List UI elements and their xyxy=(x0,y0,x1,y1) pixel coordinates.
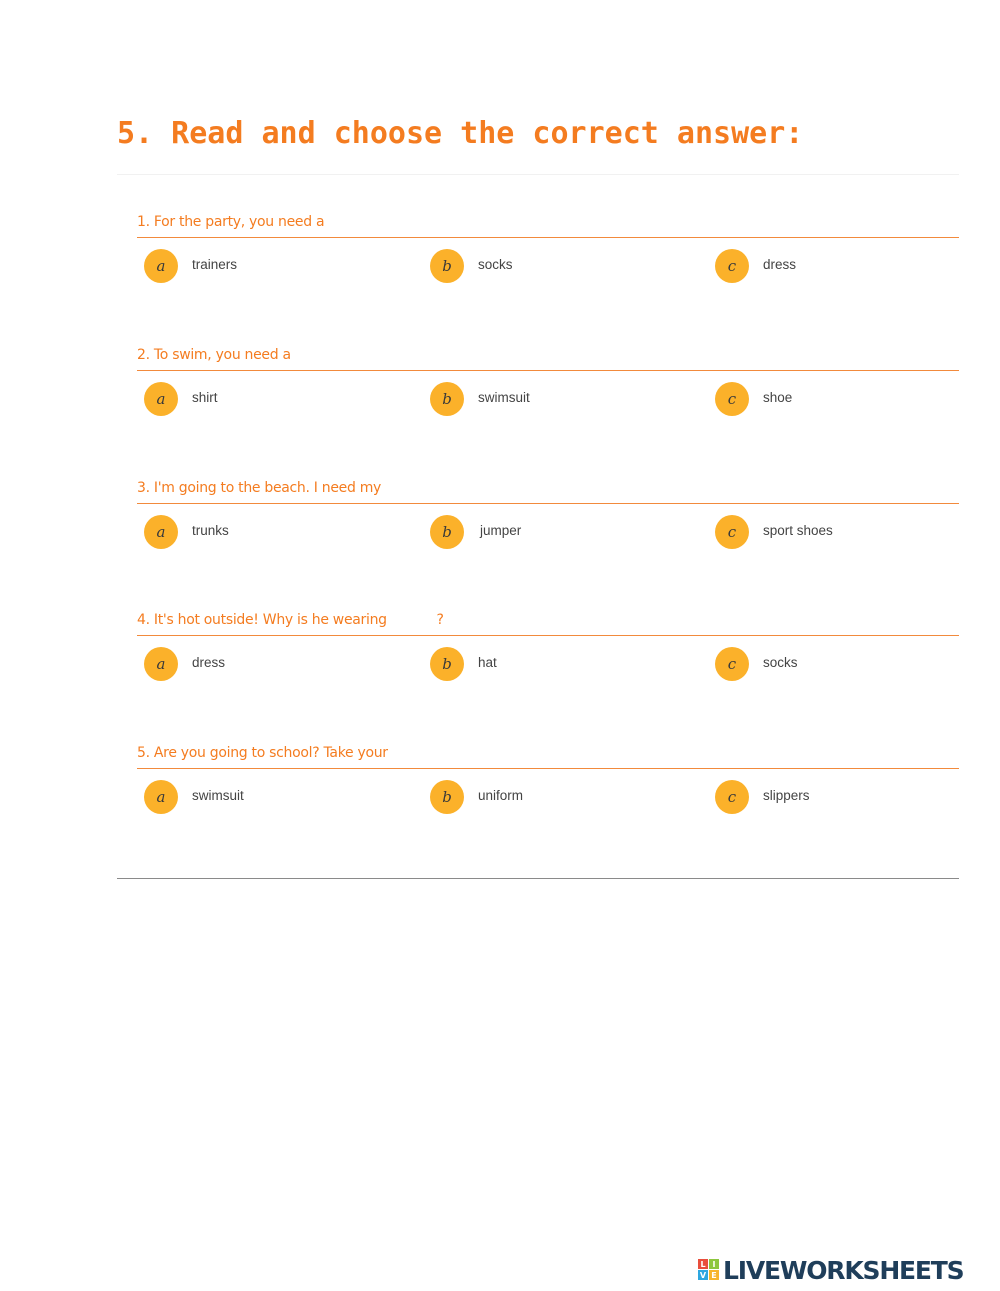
option-label[interactable]: hat xyxy=(478,655,497,670)
question-3 xyxy=(137,480,959,620)
option-label[interactable]: trunks xyxy=(192,523,229,538)
option-letter-badge[interactable]: b xyxy=(430,515,464,549)
option-label[interactable]: slippers xyxy=(763,788,810,803)
question-5 xyxy=(137,745,959,885)
option-letter-badge[interactable]: a xyxy=(144,382,178,416)
option-letter-badge[interactable]: a xyxy=(144,249,178,283)
question-4 xyxy=(137,612,959,752)
question-divider xyxy=(137,768,959,769)
question-2 xyxy=(137,347,959,487)
option-letter-badge[interactable]: a xyxy=(144,647,178,681)
option-label[interactable]: swimsuit xyxy=(192,788,244,803)
option-label[interactable]: shirt xyxy=(192,390,218,405)
option-letter-badge[interactable]: c xyxy=(715,382,749,416)
bottom-divider xyxy=(117,878,959,879)
option-letter-badge[interactable]: c xyxy=(715,249,749,283)
option-letter-badge[interactable]: c xyxy=(715,515,749,549)
option-letter-badge[interactable]: b xyxy=(430,382,464,416)
question-divider xyxy=(137,635,959,636)
option-label[interactable]: shoe xyxy=(763,390,793,405)
question-text: 1. For the party, you need a xyxy=(137,214,325,230)
option-letter-badge[interactable]: b xyxy=(430,249,464,283)
question-divider xyxy=(137,503,959,504)
brand-name: LIVEWORKSHEETS xyxy=(723,1255,964,1285)
option-label[interactable]: jumper xyxy=(480,523,522,538)
worksheet-title: 5. Read and choose the correct answer: xyxy=(117,116,804,151)
option-label[interactable]: dress xyxy=(763,257,797,272)
option-letter-badge[interactable]: c xyxy=(715,780,749,814)
option-label[interactable]: socks xyxy=(478,257,513,272)
question-divider xyxy=(137,370,959,371)
liveworksheets-logo xyxy=(698,1256,963,1284)
title-divider xyxy=(117,174,959,175)
question-text: 5. Are you going to school? Take your xyxy=(137,745,388,761)
option-label[interactable]: sport shoes xyxy=(763,523,833,538)
logo-block-i: I xyxy=(709,1259,719,1269)
option-label[interactable]: uniform xyxy=(478,788,524,803)
option-letter-badge[interactable]: a xyxy=(144,780,178,814)
option-label[interactable]: dress xyxy=(192,655,226,670)
option-label[interactable]: swimsuit xyxy=(478,390,530,405)
logo-block-v: V xyxy=(699,1270,707,1280)
logo-block-e: E xyxy=(709,1270,719,1280)
option-letter-badge[interactable]: a xyxy=(144,515,178,549)
option-label[interactable]: trainers xyxy=(192,257,238,272)
question-divider xyxy=(137,237,959,238)
question-text: 3. I'm going to the beach. I need my xyxy=(137,480,382,496)
option-letter-badge[interactable]: c xyxy=(715,647,749,681)
question-1 xyxy=(137,214,959,354)
option-letter-badge[interactable]: b xyxy=(430,647,464,681)
logo-block-l: L xyxy=(698,1259,708,1269)
option-letter-badge[interactable]: b xyxy=(430,780,464,814)
option-label[interactable]: socks xyxy=(763,655,798,670)
live-blocks-icon xyxy=(698,1259,720,1281)
question-text: 4. It's hot outside! Why is he wearing ? xyxy=(137,612,444,628)
question-text: 2. To swim, you need a xyxy=(137,347,291,363)
